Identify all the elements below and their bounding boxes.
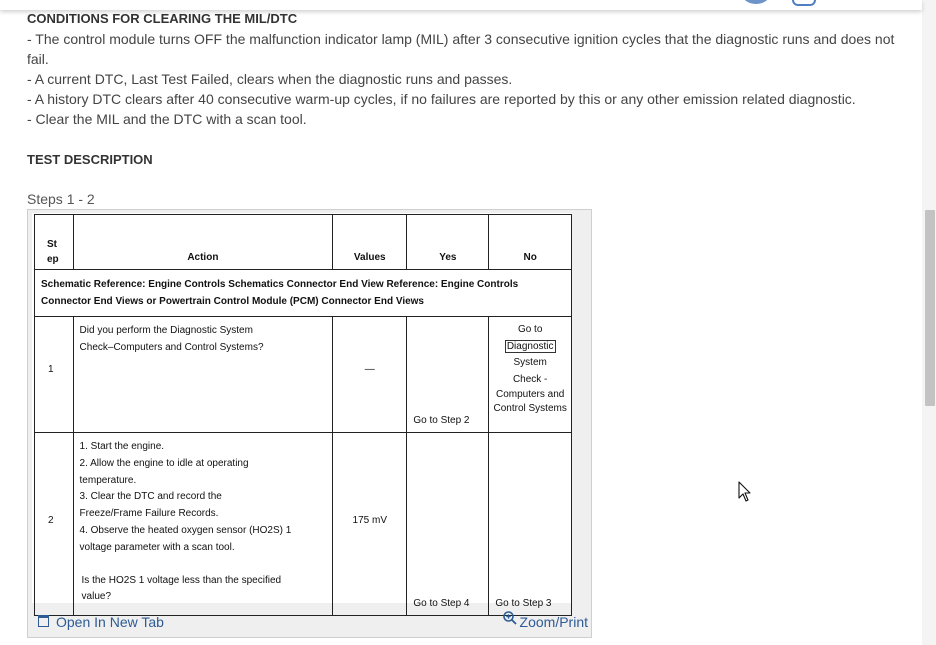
- header-no-label: No: [523, 252, 537, 263]
- yes-cell: [407, 317, 489, 433]
- test-description-title: TEST DESCRIPTION: [27, 152, 153, 167]
- action-text: Did you perform the Diagnostic System: [79, 325, 253, 336]
- action-cell: [73, 317, 333, 433]
- go-to-step-4-link[interactable]: Go to Step 4: [413, 598, 470, 609]
- value-text: —: [364, 364, 375, 375]
- schematic-reference: Schematic Reference: Engine Controls Schematics Connector End View Reference: Engine Controls Connector End Views or Powertrain Control Module (PCM) Connector End Views: [35, 270, 572, 317]
- value-cell: [333, 317, 407, 433]
- chat-icon[interactable]: [792, 0, 816, 6]
- no-text: System: [513, 357, 547, 368]
- header-step-line2: ep: [47, 254, 59, 265]
- steps-table-container: [32, 213, 572, 609]
- conditions-bullet: - Clear the MIL and the DTC with a scan tool.: [27, 111, 307, 127]
- header-yes-label: Yes: [439, 252, 457, 263]
- action-item: 3. Clear the DTC and record the Freeze/Frame Failure Records.: [79, 491, 222, 520]
- user-circle-icon[interactable]: [741, 0, 771, 4]
- conditions-bullet: - A current DTC, Last Test Failed, clears when the diagnostic runs and passes.: [27, 71, 513, 87]
- step-number: 1: [48, 364, 54, 375]
- action-item: 4. Observe the heated oxygen sensor (HO2S) 1 voltage parameter with a scan tool.: [79, 524, 292, 553]
- header-step-line1: St: [47, 239, 57, 250]
- table-row: [35, 317, 572, 433]
- action-item: 2. Allow the engine to idle at operating temperature.: [79, 457, 249, 486]
- conditions-bullet: - A history DTC clears after 40 consecutive warm-up cycles, if no failures are reported by this or any other emission related diagnostic.: [27, 91, 856, 107]
- conditions-title: CONDITIONS FOR CLEARING THE MIL/DTC: [27, 11, 298, 26]
- zoom-print-label: Zoom/Print: [519, 614, 588, 630]
- value-cell: [333, 433, 407, 616]
- vertical-scrollbar[interactable]: [922, 0, 936, 645]
- table-row: [35, 433, 572, 616]
- step-number-cell: [35, 433, 74, 616]
- step-number: 2: [48, 515, 54, 526]
- header-values-label: Values: [353, 252, 386, 263]
- conditions-bullet: - The control module turns OFF the malfunction indicator lamp (MIL) after 3 consecutive ignition cycles that the diagnostic runs and does not fail.: [27, 31, 895, 67]
- header-action-label: Action: [187, 252, 219, 263]
- scrollbar-thumb[interactable]: [925, 210, 935, 406]
- open-in-new-tab-label: Open In New Tab: [56, 614, 164, 630]
- no-text: Control Systems: [493, 403, 567, 414]
- action-text: Check–: [79, 342, 114, 353]
- header-action: [73, 215, 333, 270]
- no-cell: [489, 317, 572, 433]
- action-item: 1. Start the engine.: [79, 441, 165, 452]
- mouse-cursor-icon: [738, 481, 752, 503]
- header-no: [489, 215, 572, 270]
- steps-table-frame: [27, 209, 592, 638]
- action-cell: [73, 433, 333, 616]
- top-bar: [0, 0, 922, 10]
- header-yes: [407, 215, 489, 270]
- zoom-in-icon: [502, 610, 518, 626]
- table-footer: [38, 612, 588, 632]
- step-number-cell: [35, 317, 74, 433]
- no-text: Computers and: [495, 389, 565, 400]
- zoom-print-button[interactable]: [502, 614, 588, 630]
- diagnostic-system-check-link[interactable]: Diagnostic: [506, 340, 554, 352]
- action-question: Is the HO2S 1 voltage less than the specified value?: [81, 574, 282, 603]
- open-in-new-tab-icon: [38, 615, 49, 627]
- steps-label: Steps 1 - 2: [27, 191, 95, 207]
- no-cell: [489, 433, 572, 616]
- open-in-new-tab-button[interactable]: [38, 614, 164, 630]
- computers-control-systems-link[interactable]: Computers and Control Systems?: [113, 342, 264, 353]
- go-to-step-3-link[interactable]: Go to Step 3: [495, 598, 552, 609]
- go-to-step-2-link[interactable]: Go to Step 2: [413, 415, 470, 426]
- no-text: Go to: [517, 324, 543, 335]
- value-text: 175 mV: [352, 515, 387, 526]
- no-text: Check -: [512, 373, 548, 385]
- steps-table: [34, 214, 572, 616]
- yes-cell: [407, 433, 489, 616]
- header-step: [35, 215, 74, 270]
- header-values: [333, 215, 407, 270]
